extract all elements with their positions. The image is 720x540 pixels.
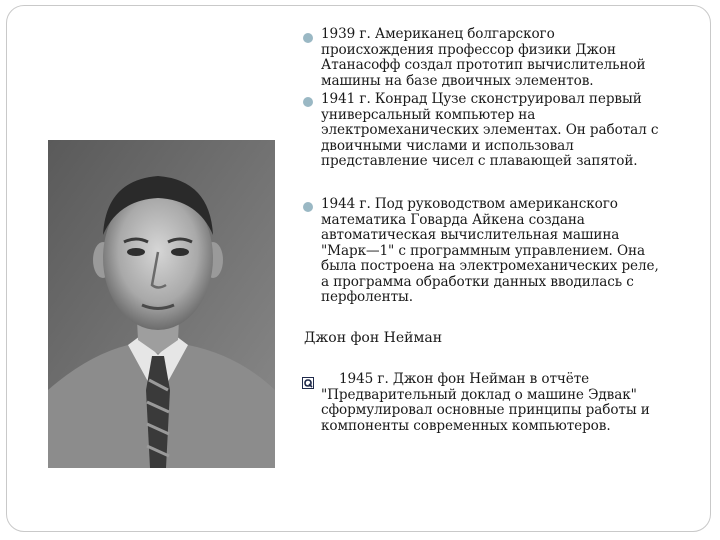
list-bullet-icon bbox=[303, 33, 313, 43]
item-1941: 1941 г. Конрад Цузе сконструировал первый универсальный компьютер на электромеханических элементах. Он работал с двоичными числами и использовал представление чисел с плавающей запятой. bbox=[321, 91, 659, 169]
item-1944: 1944 г. Под руководством американского математика Говарда Айкена создана автоматическая вычислительная машина "Марк—1" с программным управлением. Она была построена на электромеханических реле, а программа обработки данных вводилась с перфоленты. bbox=[321, 196, 659, 305]
portrait-photo bbox=[48, 140, 275, 468]
q-box-bullet-icon bbox=[302, 377, 314, 389]
item-1939: 1939 г. Американец болгарского происхождения профессор физики Джон Атанасофф создал прототип вычислительной машины на базе двоичных элементов. bbox=[321, 26, 646, 89]
list-bullet-icon bbox=[303, 97, 313, 107]
portrait-illustration bbox=[48, 140, 275, 468]
list-bullet-icon bbox=[303, 202, 313, 212]
portrait-caption: Джон фон Нейман bbox=[304, 330, 443, 346]
item-1945: 1945 г. Джон фон Нейман в отчёте "Предварительный доклад о машине Эдвак" сформулировал основные принципы работы и компоненты современных компьютеров. bbox=[321, 371, 650, 434]
